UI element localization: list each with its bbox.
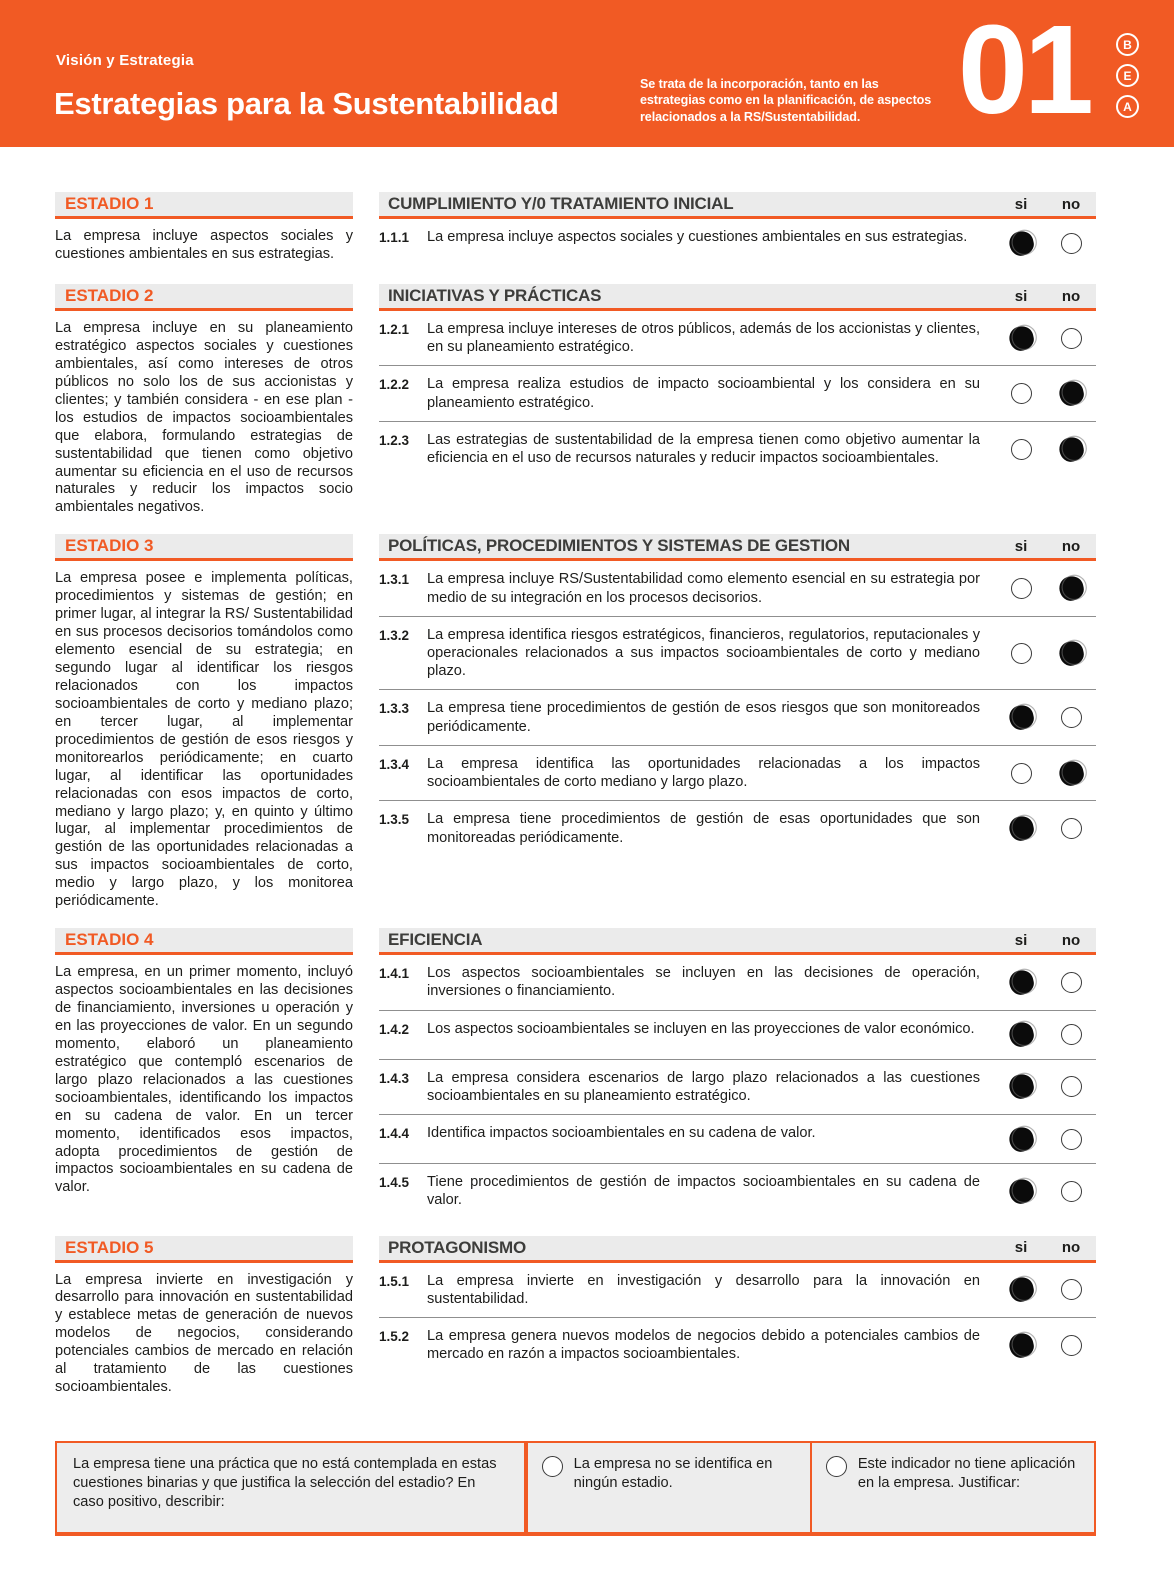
radio-no[interactable] <box>1061 818 1082 839</box>
question-row <box>379 311 1096 365</box>
items-group-title: POLÍTICAS, PROCEDIMIENTOS Y SISTEMAS DE GESTION <box>388 536 850 556</box>
question-number: 1.4.1 <box>379 966 410 982</box>
question-text: La empresa identifica las oportunidades relacionadas a los impactos socioambientales de corto mediano y largo plazo. <box>427 755 980 791</box>
radio-no[interactable] <box>1061 1279 1082 1300</box>
radio-si[interactable] <box>1007 1275 1036 1304</box>
radio-si[interactable] <box>1007 1331 1036 1360</box>
question-text: La empresa incluye aspectos sociales y cuestiones ambientales en sus estrategias. <box>427 229 968 245</box>
stage-header-bar <box>55 284 353 311</box>
items-list <box>379 1263 1096 1373</box>
items-header-bar <box>379 284 1096 311</box>
items-list <box>379 955 1096 1218</box>
question-row <box>379 955 1096 1009</box>
badge-b-icon: B <box>1116 33 1139 56</box>
stage-left-column <box>55 192 353 267</box>
radio-si[interactable] <box>1007 229 1036 258</box>
badge-e-icon: E <box>1116 64 1139 87</box>
radio-no[interactable] <box>1061 707 1082 728</box>
question-row <box>379 421 1096 476</box>
no-column-label: no <box>1061 931 1081 949</box>
radio-si[interactable] <box>1007 968 1036 997</box>
stage-header-bar <box>55 1236 353 1263</box>
stage-left-column <box>55 284 353 517</box>
stage-items-column <box>379 284 1096 517</box>
question-text: Los aspectos socioambientales se incluyen en las proyecciones de valor económico. <box>427 1020 975 1037</box>
radio-no[interactable] <box>1057 639 1086 668</box>
question-number: 1.3.3 <box>379 701 410 717</box>
question-number: 1.3.1 <box>379 572 410 588</box>
question-text: La empresa tiene procedimientos de gestión de esos riesgos que son monitoreados periódicamente. <box>427 700 980 735</box>
open-response-box <box>55 1441 1096 1536</box>
radio-si[interactable] <box>1011 439 1032 460</box>
stage-name: ESTADIO 3 <box>65 536 154 556</box>
items-header-bar <box>379 928 1096 955</box>
question-number: 1.3.2 <box>379 627 410 643</box>
items-group-title: CUMPLIMIENTO Y/0 TRATAMIENTO INICIAL <box>388 194 734 213</box>
question-text: La empresa identifica riesgos estratégicos, financieros, regulatorios, reputacionales y operacionales relacionados a sus impactos socioambientales de corto y mediano plazo. <box>427 626 980 680</box>
items-group-title: EFICIENCIA <box>388 930 483 950</box>
no-column-label: no <box>1061 195 1081 213</box>
question-number: 1.1.1 <box>379 230 410 245</box>
stage-left-column <box>55 928 353 1218</box>
footer-option-text: Este indicador no tiene aplicación en la empresa. Justificar: <box>857 1456 1076 1492</box>
question-row <box>379 745 1096 800</box>
question-number: 1.5.2 <box>379 1329 410 1344</box>
question-number: 1.3.4 <box>379 756 410 772</box>
question-text: Las estrategias de sustentabilidad de la empresa tienen como objetivo aumentar la eficiencia en el uso de recursos naturales y reducir impactos socioambientales. <box>427 431 980 467</box>
stage-description: La empresa incluye aspectos sociales y cuestiones ambientales en sus estrategias. <box>55 228 353 262</box>
radio-si[interactable] <box>1011 643 1032 664</box>
question-row <box>379 365 1096 420</box>
radio-si[interactable] <box>1007 1177 1036 1206</box>
no-column-label: no <box>1061 287 1081 305</box>
items-list <box>379 311 1096 476</box>
question-row <box>379 1114 1096 1163</box>
question-text: Tiene procedimientos de gestión de impactos socioambientales en su cadena de valor. <box>427 1174 980 1209</box>
question-number: 1.4.5 <box>379 1175 410 1191</box>
question-number: 1.2.1 <box>379 322 410 337</box>
items-header-bar <box>379 192 1096 219</box>
question-number: 1.2.3 <box>379 432 410 448</box>
page-title: Estrategias para la Sustentabilidad <box>54 86 559 121</box>
stage-header-bar <box>55 534 353 561</box>
items-list <box>379 561 1096 856</box>
items-group-title: INICIATIVAS Y PRÁCTICAS <box>388 286 602 305</box>
question-row <box>379 1163 1096 1218</box>
radio-no[interactable] <box>1061 972 1082 993</box>
question-text: La empresa incluye RS/Sustentabilidad como elemento esencial en su estrategia por medio de su integración en los procesos decisorios. <box>427 571 980 606</box>
radio-si[interactable] <box>1011 763 1032 784</box>
items-group-title: PROTAGONISMO <box>388 1237 527 1257</box>
open-question-text: La empresa tiene una práctica que no está contemplada en estas cuestiones binarias y que justifica la selección del estadio? En caso positivo, describir: <box>73 1456 497 1511</box>
stage-section <box>55 534 1096 911</box>
question-row <box>379 1010 1096 1059</box>
radio-no[interactable] <box>1057 435 1086 464</box>
yes-column-label: si <box>1014 287 1028 305</box>
stage-left-column <box>55 534 353 911</box>
question-row <box>379 1263 1096 1317</box>
stage-name: ESTADIO 4 <box>65 930 154 950</box>
stage-section <box>55 1236 1096 1398</box>
stage-items-column <box>379 928 1096 1218</box>
question-row <box>379 616 1096 690</box>
radio-no[interactable] <box>1061 1181 1082 1202</box>
radio-si[interactable] <box>1007 814 1036 843</box>
stage-name: ESTADIO 2 <box>65 286 154 305</box>
question-number: 1.3.5 <box>379 812 410 828</box>
stage-description: La empresa incluye en su planeamiento estratégico aspectos sociales y cuestiones ambientales, así como intereses de otros públicos no solo los de sus accionistas y clientes; y también considera - en ese plan - los estudios de impactos socioambientales que elabora, formulando estrategias de sustentabilidad que tienen como objetivo aumentar su eficiencia en el uso de recursos naturales y reducir los impactos socio ambientales negativos. <box>55 320 353 516</box>
question-number: 1.2.2 <box>379 377 410 393</box>
yes-column-label: si <box>1014 537 1028 555</box>
question-text: La empresa invierte en investigación y desarrollo para la innovación en sustentabilidad. <box>427 1272 980 1307</box>
question-number: 1.4.4 <box>379 1126 410 1142</box>
question-text: La empresa incluye intereses de otros públicos, además de los accionistas y clientes, en su planeamiento estratégico. <box>427 321 980 356</box>
radio-no[interactable] <box>1061 1129 1082 1150</box>
footer-option-radio[interactable] <box>826 1456 847 1477</box>
question-row <box>379 1317 1096 1372</box>
radio-si[interactable] <box>1007 703 1036 732</box>
yes-column-label: si <box>1014 195 1028 213</box>
items-header-bar <box>379 1236 1096 1263</box>
radio-si[interactable] <box>1011 578 1032 599</box>
category-label: Visión y Estrategia <box>56 52 194 69</box>
radio-no[interactable] <box>1061 233 1082 254</box>
footer-options <box>526 1443 1094 1532</box>
question-number: 1.4.3 <box>379 1070 410 1086</box>
dimension-badges <box>1116 33 1139 118</box>
page-description: Se trata de la incorporación, tanto en las estrategias como en la planificación, de aspectos relacionados a la RS/Sustentabilidad. <box>640 77 932 124</box>
items-header-bar <box>379 534 1096 561</box>
radio-si[interactable] <box>1007 324 1036 353</box>
stage-items-column <box>379 534 1096 911</box>
radio-si[interactable] <box>1007 1020 1036 1049</box>
question-text: Identifica impactos socioambientales en su cadena de valor. <box>427 1125 816 1142</box>
stage-section <box>55 192 1096 267</box>
yes-column-label: si <box>1014 931 1028 949</box>
stage-description: La empresa, en un primer momento, incluyó aspectos socioambientales en las decisiones de financiamiento, inversiones u operación y en las proyecciones de valor. En un segundo momento, elaboró un planeamiento estratégico que contempló escenarios de largo plazo relacionados a las cuestiones socioambientales, identificando los impactos en su cadena de valor. En un tercer momento, identificados esos impactos, adopta procedimientos de gestión de impactos socioambientales en su cadena de valor. <box>55 964 353 1196</box>
footer-option-radio[interactable] <box>542 1456 563 1477</box>
question-number: 1.4.2 <box>379 1021 410 1037</box>
stage-header-bar <box>55 928 353 955</box>
question-text: La empresa realiza estudios de impacto socioambiental y los considera en su planeamiento estratégico. <box>427 376 980 411</box>
radio-si[interactable] <box>1007 1125 1036 1154</box>
question-row <box>379 1059 1096 1114</box>
radio-no[interactable] <box>1057 759 1086 788</box>
footer-option-text: La empresa no se identifica en ningún estadio. <box>573 1456 773 1492</box>
stage-items-column <box>379 192 1096 267</box>
radio-no[interactable] <box>1061 1335 1082 1356</box>
question-row <box>379 800 1096 855</box>
stage-description: La empresa posee e implementa políticas, procedimientos y sistemas de gestión; en primer lugar, al integrar la RS/ Sustentabilidad en sus procesos decisorios tomándolos como elemento esencial de su estrategia; en segundo lugar al identificar los riesgos relacionados con los impactos socioambientales de corto y mediano plazo; en tercer lugar, al implementar procedimientos de gestión de esos riesgos y monitorearlos periódicamente; en cuarto lugar, al identificar las oportunidades relacionadas con esos impactos de corto, mediano y largo plazo; y, en quinto y último lugar, al implementar procedimientos de gestión de las oportunidades relacionadas a sus impactos socioambientales de corto, medio y largo plazo, y los monitorea periódicamente. <box>55 570 353 910</box>
footer-option <box>528 1443 810 1532</box>
badge-a-icon: A <box>1116 95 1139 118</box>
stage-name: ESTADIO 5 <box>65 1237 154 1257</box>
items-list <box>379 219 1096 267</box>
stage-section <box>55 928 1096 1218</box>
question-number: 1.5.1 <box>379 1273 410 1289</box>
radio-no[interactable] <box>1061 1076 1082 1097</box>
radio-no[interactable] <box>1057 379 1086 408</box>
no-column-label: no <box>1061 1239 1081 1257</box>
footer-option <box>812 1443 1094 1532</box>
question-row <box>379 689 1096 744</box>
question-row <box>379 561 1096 615</box>
question-row <box>379 219 1096 267</box>
question-text: La empresa considera escenarios de largo plazo relacionados a las cuestiones socioambientales en su planeamiento estratégico. <box>427 1069 980 1104</box>
question-text: La empresa tiene procedimientos de gestión de esas oportunidades que son monitoreadas periódicamente. <box>427 811 980 846</box>
radio-si[interactable] <box>1007 1073 1036 1102</box>
page-banner <box>0 0 1174 147</box>
indicator-number: 01 <box>957 0 1090 140</box>
stage-name: ESTADIO 1 <box>65 194 154 213</box>
question-text: Los aspectos socioambientales se incluyen en las decisiones de operación, inversiones o financiamiento. <box>427 965 980 1000</box>
radio-no[interactable] <box>1057 574 1086 603</box>
stage-header-bar <box>55 192 353 219</box>
radio-si[interactable] <box>1011 383 1032 404</box>
sections-container <box>0 147 1174 1397</box>
yes-column-label: si <box>1014 1239 1028 1257</box>
stage-left-column <box>55 1236 353 1398</box>
radio-no[interactable] <box>1061 1024 1082 1045</box>
stage-description: La empresa invierte en investigación y desarrollo para innovación en sustentabilidad y establece metas de generación de nuevos modelos de negocios, considerando potenciales cambios de mercado en relación al tratamiento de las cuestiones socioambientales. <box>55 1271 353 1396</box>
stage-items-column <box>379 1236 1096 1398</box>
radio-no[interactable] <box>1061 328 1082 349</box>
stage-section <box>55 284 1096 517</box>
question-text: La empresa genera nuevos modelos de negocios debido a potenciales cambios de mercado en razón a impactos socioambientales. <box>427 1328 980 1363</box>
no-column-label: no <box>1061 537 1081 555</box>
